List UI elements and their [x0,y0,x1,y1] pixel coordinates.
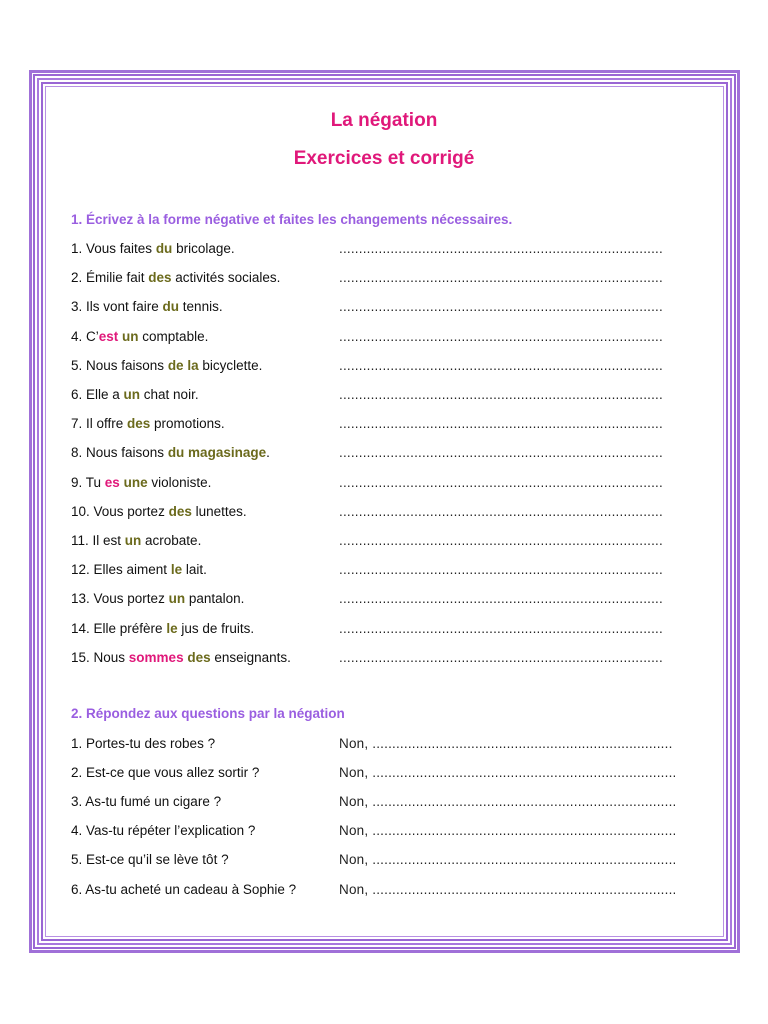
section2-heading: 2. Répondez aux questions par la négation [71,706,345,721]
exercise-row [71,531,691,551]
highlighted-word: le [170,562,183,578]
exercise-row [71,356,691,376]
exercise-sentence [71,268,280,288]
exercise-sentence [71,473,211,493]
section1-heading: 1. Écrivez à la forme négative et faites les changements nécessaires. [71,212,513,227]
answer-line: Non, ............................................................................ [339,736,673,751]
question-text: 3. As-tu fumé un cigare ? [71,794,222,810]
exercise-row [71,443,691,463]
highlighted-word: sommes [128,649,184,665]
answer-line: Non, ............................................................................. [339,881,677,897]
exercise-row [71,560,691,580]
highlighted-word: une [123,474,148,490]
sentence-text: . [266,445,270,461]
question-row [71,734,691,754]
exercise-sentence [71,356,262,376]
question-row [71,850,691,870]
sentence-text: jus de fruits. [177,620,255,636]
sentence-text: enseignants. [210,649,291,665]
question-row [71,792,691,812]
sentence-text: 12. Elles aiment [71,562,171,578]
answer-line: Non, ............................................................................. [339,852,677,868]
sentence-text: promotions. [150,416,225,432]
question-row [71,880,691,900]
question-row [71,821,691,841]
exercise-row [71,619,691,639]
sentence-text: 11. Il est [71,533,125,548]
sentence-text: 15. Nous [71,649,129,665]
exercise-row [71,473,691,493]
sentence-text: bricolage. [172,241,235,256]
answer-line: .................................................................................. [339,270,663,286]
sentence-text: 10. Vous portez [71,503,169,519]
answer-line: .................................................................................. [339,649,663,665]
sentence-text: 1. Vous faites [71,241,156,256]
answer-line: .................................................................................. [339,416,663,432]
sentence-text: bicyclette. [198,357,263,373]
question-text: 5. Est-ce qu’il se lève tôt ? [71,852,229,868]
answer-line: .................................................................................. [339,357,663,373]
exercise-row [71,268,691,288]
sentence-text: lait. [182,562,207,578]
sentence-text: pantalon. [185,591,245,607]
sentence-text: 8. Nous faisons [71,445,168,461]
exercise-sentence [71,619,254,639]
exercise-sentence [71,327,208,347]
sentence-text: activités sociales. [171,270,281,286]
question-text: 2. Est-ce que vous allez sortir ? [71,765,260,781]
exercise-sentence [71,414,225,434]
exercise-row [71,589,691,609]
answer-line: .................................................................................. [339,387,663,402]
sentence-text: 6. Elle a [71,387,124,402]
answer-line: .................................................................................. [339,533,663,548]
answer-line: .................................................................................. [339,503,663,519]
answer-line: .................................................................................. [339,620,663,636]
answer-line: .................................................................................. [339,474,663,490]
highlighted-word: un [122,328,139,344]
exercise-row [71,502,691,522]
sentence-text: comptable. [138,328,209,344]
highlighted-word: du magasinage [167,445,267,461]
exercise-row [71,239,691,259]
highlighted-word: des [187,649,211,665]
sentence-text: 3. Ils vont faire [71,299,163,315]
exercise-row [71,327,691,347]
exercise-sentence [71,560,207,580]
answer-line: Non, ............................................................................. [339,794,677,810]
exercise-sentence [71,589,244,609]
answer-line: Non, ............................................................................. [339,823,677,839]
highlighted-word: est [98,328,119,344]
answer-line: .................................................................................. [339,445,663,461]
exercise-sentence [71,502,247,522]
answer-line: .................................................................................. [339,328,663,344]
question-row [71,763,691,783]
highlighted-word: un [168,591,186,607]
question-text: 1. Portes-tu des robes ? [71,736,216,751]
exercise-row [71,297,691,317]
sentence-text: lunettes. [191,503,247,519]
exercise-sentence [71,239,235,259]
sentence-text: 9. Tu [71,474,105,490]
answer-line: .................................................................................. [339,241,663,256]
answer-line: .................................................................................. [339,591,663,607]
sentence-text: violoniste. [147,474,212,490]
question-text: 6. As-tu acheté un cadeau à Sophie ? [71,881,297,897]
exercise-sentence [71,443,270,463]
exercise-sentence [71,385,199,405]
sentence-text: 7. Il offre [71,416,128,432]
sentence-text: 5. Nous faisons [71,357,168,373]
sentence-text: 2. Émilie fait [71,270,149,286]
answer-line: .................................................................................. [339,299,663,315]
highlighted-word: de la [167,357,199,373]
page-subtitle: Exercices et corrigé [293,148,475,169]
highlighted-word: du [155,241,173,256]
question-text: 4. Vas-tu répéter l’explication ? [71,823,256,839]
highlighted-word: des [127,416,151,432]
exercise-row [71,648,691,668]
answer-line: .................................................................................. [339,562,663,578]
exercise-sentence [71,531,201,551]
sentence-text: chat noir. [140,387,199,402]
exercise-sentence [71,648,291,668]
page-title: La négation [330,110,438,131]
highlighted-word: du [162,299,180,315]
exercise-sentence [71,297,223,317]
sentence-text: 4. C’ [71,328,99,344]
highlighted-word: un [124,533,142,548]
highlighted-word: es [104,474,120,490]
sentence-text: acrobate. [141,533,202,548]
sentence-text: 13. Vous portez [71,591,169,607]
sentence-text: 14. Elle préfère [71,620,167,636]
highlighted-word: des [148,270,172,286]
exercise-row [71,385,691,405]
answer-line: Non, ............................................................................. [339,765,677,781]
highlighted-word: un [123,387,141,402]
exercise-row [71,414,691,434]
highlighted-word: le [166,620,178,636]
sentence-text: tennis. [179,299,223,315]
highlighted-word: des [168,503,192,519]
